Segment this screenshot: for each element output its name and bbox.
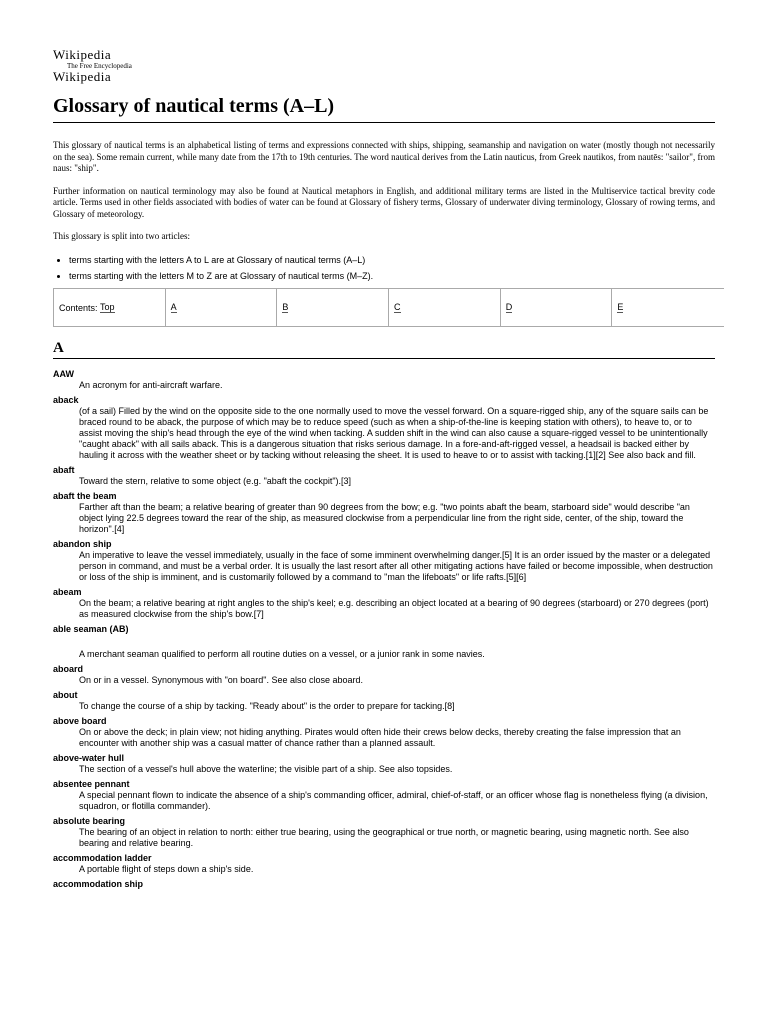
glossary-definition: A portable flight of steps down a ship's side.: [79, 864, 254, 874]
split-list: [53, 254, 715, 282]
glossary-term: aboard: [53, 664, 84, 674]
section-heading-a: A: [53, 339, 715, 359]
toc-link-b[interactable]: B: [282, 302, 289, 312]
glossary-definition: Toward the stern, relative to some object (e.g. "abaft the cockpit").[3]: [79, 476, 352, 486]
toc-cell-a: [166, 289, 278, 326]
glossary-term: abaft the beam: [53, 491, 117, 501]
toc-cell-e: [612, 289, 724, 326]
glossary-definition: A merchant seaman qualified to perform all routine duties on a vessel, or a junior rank in some navies.: [79, 649, 485, 659]
toc-label: Contents:: [59, 302, 98, 313]
glossary-term: abeam: [53, 587, 82, 597]
glossary-term: aback: [53, 395, 79, 405]
glossary-definition: On or above the deck; in plain view; not hiding anything. Pirates would often hide their crews below decks, thereby creating the false impression that an encounter with another ship was a casual matter of chance rather than a planned assault.: [79, 727, 681, 748]
glossary-definition: An acronym for anti-aircraft warfare.: [79, 380, 223, 390]
toc-cell-b: [277, 289, 389, 326]
glossary-definition: (of a sail) Filled by the wind on the opposite side to the one normally used to move the vessel forward. On a square-rigged ship, any of the square sails can be braced round to be aback, the purpose of which may be to reduce speed (such as when a ship-of-the-line is keeping station with others), to heave to, or to assist moving the ship's head through the eye of the wind when tacking. A sudden shift in the wind can also cause a square-rigged vessel to be unintentionally "caught aback" with all sails aback. This is a dangerous situation that risks serious damage. In a fore-and-aft-rigged vessel, a headsail is backed either by hauling it across with the weather sheet or by tacking without releasing the sheet. It is used to heave to or to assist with tacking.[1][2] See also back and fill.: [79, 406, 709, 460]
glossary-term: abaft: [53, 465, 75, 475]
page-title: Glossary of nautical terms (A–L): [53, 93, 715, 123]
glossary-term: above-water hull: [53, 753, 125, 763]
glossary-definition: A special pennant flown to indicate the absence of a ship's commanding officer, admiral, chief-of-staff, or an officer whose flag is nonetheless flying (a division, squadron, or flotilla commander).: [79, 790, 708, 811]
intro-paragraph-2: Further information on nautical terminology may also be found at Nautical metaphors in English, and additional military terms are listed in the Multiservice tactical brevity code article. Terms used in other fields associated with bodies of water can be found at Glossary of fishery terms, Glossary of underwater diving terminology, Glossary of rowing terms, and Glossary of meteorology.: [53, 185, 715, 219]
glossary-term: abandon ship: [53, 539, 112, 549]
glossary-definition: The bearing of an object in relation to north: either true bearing, using the geographical or true north, or magnetic bearing, using magnetic north. See also bearing and relative bearing.: [79, 827, 689, 848]
toc-link-c[interactable]: C: [394, 302, 401, 312]
logo-wordmark-top: Wikipedia: [53, 47, 112, 62]
toc-link-d[interactable]: D: [505, 302, 513, 312]
split-list-item: • terms starting with the letters A to L are at Glossary of nautical terms (A–L): [69, 254, 715, 266]
toc-cell-c: [389, 289, 501, 326]
wikipedia-logo[interactable]: [53, 48, 153, 84]
glossary-term-link[interactable]: able seaman (AB): [53, 624, 129, 634]
toc-link-top[interactable]: Top: [100, 302, 115, 312]
contents-bar: [53, 288, 724, 327]
intro-paragraph-3: This glossary is split into two articles:: [53, 231, 190, 241]
glossary-definition: On or in a vessel. Synonymous with "on board". See also close aboard.: [79, 675, 364, 685]
intro-paragraph-1: This glossary of nautical terms is an alphabetical listing of terms and expressions connected with ships, shipping, seamanship and navigation on water (mostly though not necessarily on the sea). Some remain current, while many date from the 17th to 19th centuries. The word nautical derives from the Latin nauticus, from Greek nautikos, from nautēs: "sailor", from naus: "ship".: [53, 140, 715, 173]
glossary-definition: An imperative to leave the vessel immediately, usually in the face of some imminent overwhelming danger.[5] It is an order issued by the master or a delegated person in command, and must be a verbal order. It is usually the last resort after all other mitigating actions have failed or become impossible, when destruction or loss of the ship is imminent, and is customarily followed by a command to "man the lifeboats" or life rafts.[5][6]: [79, 550, 713, 582]
glossary-term: AAW: [53, 369, 74, 379]
logo-wordmark-bottom: Wikipedia: [53, 69, 112, 84]
glossary-list: [53, 367, 715, 894]
glossary-term-link[interactable]: accommodation ship: [53, 879, 144, 889]
glossary-definition: To change the course of a ship by tacking. "Ready about" is the order to prepare for tacking.[8]: [79, 701, 455, 711]
intro: [53, 140, 715, 286]
toc-link-a[interactable]: A: [170, 302, 177, 312]
toc-cell-contents: [54, 289, 166, 326]
toc-link-e[interactable]: E: [617, 302, 624, 312]
glossary-term-link[interactable]: absolute bearing: [53, 816, 126, 826]
glossary-definition: On the beam; a relative bearing at right angles to the ship's keel; e.g. describing an object located at a bearing of 90 degrees (starboard) or 270 degrees (port) as measured clockwise from the ship's bow.[7]: [79, 598, 709, 619]
glossary-term: absentee pennant: [53, 779, 130, 789]
split-list-item: • terms starting with the letters M to Z are at Glossary of nautical terms (M–Z).: [69, 270, 715, 282]
glossary-term: about: [53, 690, 78, 700]
glossary-term: above board: [53, 716, 107, 726]
glossary-definition: The section of a vessel's hull above the waterline; the visible part of a ship. See also topsides.: [79, 764, 453, 774]
logo-tagline: The Free Encyclopedia: [67, 62, 132, 70]
toc-cell-d: [501, 289, 613, 326]
glossary-term: accommodation ladder: [53, 853, 152, 863]
glossary-definition: Farther aft than the beam; a relative bearing of greater than 90 degrees from the bow; e.g. "two points abaft the beam, starboard side" would describe "an object lying 22.5 degrees toward the rear of the ship, as measured clockwise from a perpendicular line from the right side, center, of the ship, toward the horizon".[4]: [79, 502, 690, 534]
